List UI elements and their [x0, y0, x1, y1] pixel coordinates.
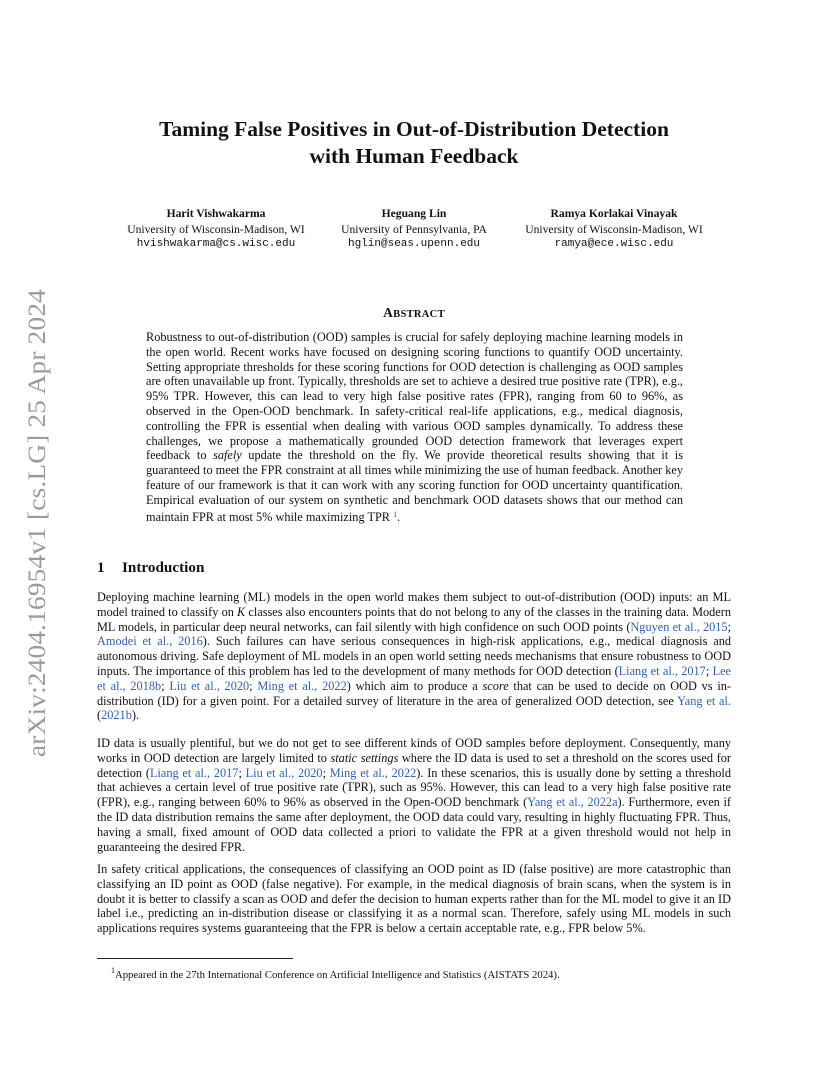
citation-link[interactable]: Ming et al., 2022	[257, 678, 347, 693]
footnote-mark: 1	[111, 966, 115, 975]
citation-link[interactable]: Lee et al., 2018b	[97, 663, 731, 693]
title-line-1: Taming False Positives in Out-of-Distribution Detection	[159, 117, 669, 141]
section-number: 1	[97, 559, 105, 576]
arxiv-identifier-stamp	[22, 287, 52, 757]
body-paragraph-1: Deploying machine learning (ML) models in the open world makes them subject to out-of-distribution (OOD) inputs: an ML model trained to classify on K classes also encounters points that do not belong to any of the classes in the training data. Modern ML models, in particular deep neural networks, can fail silently with high confidence on such OOD points (Nguyen et al., 2015; Amodei et al., 2016). Such failures can have serious consequences in high-risk applications, e.g., medical diagnosis and autonomous driving. Safe deployment of ML models in an open world setting needs mechanisms that ensure robustness to OOD inputs. The importance of this problem has led to the development of many methods for OOD detection (Liang et al., 2017; Lee et al., 2018b; Liu et al., 2020; Ming et al., 2022) which aim to produce a score that can be used to decide on OOD vs in-distribution (ID) for a given point. For a detailed survey of literature in the area of generalized OOD detection, see Yang et al. (2021b).	[97, 590, 731, 723]
author-email[interactable]: hvishwakarma@cs.wisc.edu	[136, 238, 296, 250]
body-paragraph-3: In safety critical applications, the consequences of classifying an OOD point as ID (false positive) are more catastrophic than classifying an ID point as OOD (false negative). For example, in the medical diagnosis of brain scans, when the system is in doubt it is better to classify a scan as OOD and defer the decision to human experts rather than for the ML model to give it an ID label i.e., predicting an in-distribution disease or classifying it as a normal scan. Therefore, safely using ML models in such applications requires systems guaranteeing that the FPR is below a certain acceptable rate, e.g., FPR below 5%.	[97, 862, 731, 936]
author-block-1	[105, 206, 327, 253]
section-title: Introduction	[122, 559, 205, 576]
citation-link[interactable]: Ming et al., 2022	[329, 765, 417, 780]
citation-link[interactable]: Liang et al., 2017	[149, 765, 239, 780]
footnote-text: Appeared in the 27th International Conference on Artificial Intelligence and Statistics (AISTATS 2024).	[115, 969, 560, 981]
footnote-ref-link[interactable]: 1	[393, 509, 398, 519]
author-affiliation: University of Wisconsin-Madison, WI	[525, 222, 703, 236]
author-name: Ramya Korlakai Vinayak	[550, 207, 678, 220]
footnote	[111, 964, 560, 982]
citation-link[interactable]: Amodei et al., 2016	[97, 634, 203, 649]
body-paragraph-2: ID data is usually plentiful, but we do not get to see different kinds of OOD samples before deployment. Consequently, many works in OOD detection are largely limited to static settings where the ID data is used to set a threshold on the scores used for detection (Liang et al., 2017; Liu et al., 2020; Ming et al., 2022). In these scenarios, this is usually done by setting a threshold that achieves a certain level of true positive rate (TPR), such as 95%. However, this can lead to a very high false positive rate (FPR), e.g., ranging between 60% to 96% as observed in the Open-OOD benchmark (Yang et al., 2022a). Furthermore, even if the ID data distribution remains the same after deployment, the OOD data could vary, resulting in highly fluctuating FPR. Thus, having a small, fixed amount of OOD data collected a priori to validate the FPR at a given threshold would not help in guaranteeing the desired FPR.	[97, 736, 731, 854]
author-email[interactable]: ramya@ece.wisc.edu	[554, 238, 674, 250]
arxiv-id-text: arXiv:2404.16954v1 [cs.LG] 25 Apr 2024	[22, 318, 51, 757]
author-email[interactable]: hglin@seas.upenn.edu	[347, 238, 481, 250]
citation-link[interactable]: Liang et al., 2017	[618, 663, 706, 678]
citation-link[interactable]: Nguyen et al., 2015	[630, 619, 728, 634]
footnote-divider	[97, 958, 293, 959]
citation-link[interactable]: 2021b	[101, 708, 132, 723]
abstract-heading: ABSTRACT	[383, 305, 445, 320]
abstract-body: Robustness to out-of-distribution (OOD) samples is crucial for safely deploying machine learning models in the open world. Recent works have focused on designing scoring functions to quantify OOD uncertainty. Setting appropriate thresholds for these scoring functions for OOD detection is challenging as OOD samples are often unavailable up front. Typically, thresholds are set to achieve a desired true positive rate (TPR), e.g., 95% TPR. However, this can lead to very high false positive rates (FPR), ranging from 60 to 96%, as observed in the Open-OOD benchmark. In safety-critical real-life applications, e.g., medical diagnosis, controlling the FPR is essential when dealing with various OOD samples dynamically. To address these challenges, we propose a mathematically grounded OOD detection framework that leverages expert feedback to safely update the threshold on the fly. We provide theoretical results showing that it is guaranteed to meet the FPR constraint at all times while minimizing the use of human feedback. Another key feature of our framework is that it can work with any scoring function for OOD uncertainty quantification. Empirical evaluation of our system on synthetic and benchmark OOD datasets shows that our method can maintain FPR at most 5% while maximizing TPR $^1$.	[146, 330, 683, 524]
citation-link[interactable]: Yang et al.	[677, 693, 731, 708]
title-line-2: with Human Feedback	[309, 144, 519, 168]
author-name: Harit Vishwakarma	[166, 207, 266, 220]
citation-link[interactable]: Liu et al., 2020	[245, 765, 323, 780]
citation-link[interactable]: Yang et al., 2022a	[527, 795, 618, 810]
author-block-2	[316, 206, 512, 253]
author-name: Heguang Lin	[381, 207, 447, 220]
author-affiliation: University of Pennsylvania, PA	[341, 222, 487, 236]
paper-title	[90, 116, 738, 170]
section-heading	[97, 559, 204, 577]
citation-link[interactable]: Liu et al., 2020	[169, 678, 250, 693]
author-block-3	[503, 206, 725, 253]
author-affiliation: University of Wisconsin-Madison, WI	[127, 222, 305, 236]
